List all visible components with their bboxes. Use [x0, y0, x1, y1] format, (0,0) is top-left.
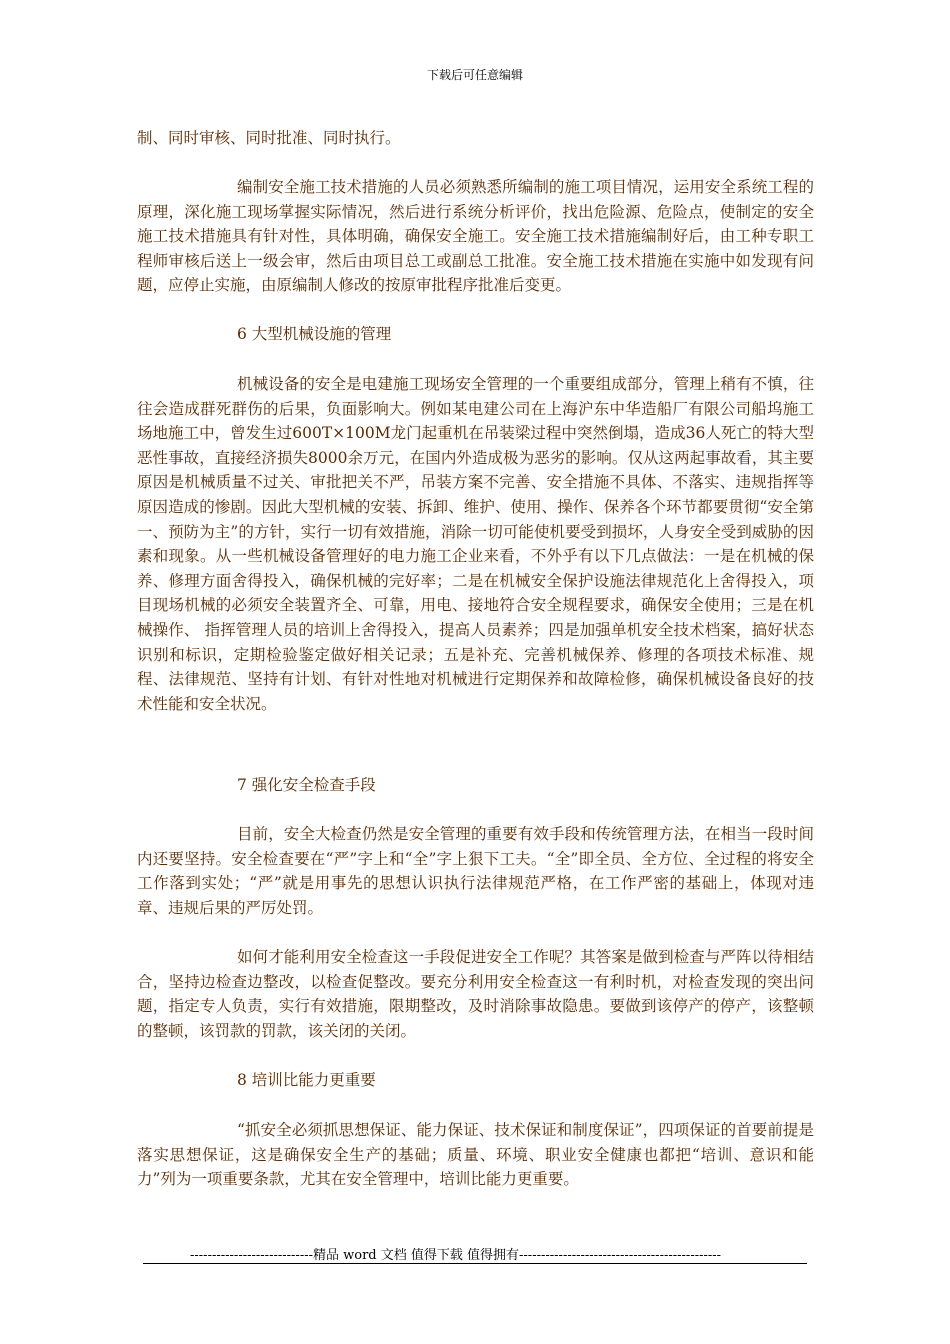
footer-rule [143, 1263, 807, 1264]
page-header: 下载后可任意编辑 [426, 68, 523, 82]
section-heading-text: 6 大型机械设施的管理 [237, 325, 392, 343]
paragraph-text: 如何才能利用安全检查这一手段促进安全工作呢？其答案是做到检查与严阵以待相结合，坚持边检查边整改，以检查促整改。要充分利用安全检查这一有利时机，对检查发现的突出问题，指定专人负责，实行有效措施，限期整改，及时消除事故隐患。要做到该停产的停产，该整顿的整顿，该罚款的罚款，该关闭的关闭。 [137, 948, 814, 1040]
page-footer: ----------------------------精品 word 文档 值得下载 值得拥有---------------------------------------------- [190, 1248, 722, 1263]
paragraph [137, 126, 814, 151]
section-heading-text: 7 强化安全检查手段 [237, 776, 376, 794]
section-heading [137, 773, 814, 798]
paragraph [137, 372, 814, 716]
paragraph-text: 制、同时审核、同时批准、同时执行。 [137, 129, 401, 147]
paragraph [137, 822, 814, 920]
paragraph-text: 机械设备的安全是电建施工现场安全管理的一个重要组成部分，管理上稍有不慎，往往会造成群死群伤的后果，负面影响大。例如某电建公司在上海沪东中华造船厂有限公司船坞施工场地施工中，曾发生过600T×100M龙门起重机在吊装梁过程中突然倒塌，造成36人死亡的特大型恶性事故，直接经济损失8000余万元，在国内外造成极为恶劣的影响。仅从这两起事故看，其主要原因是机械质量不过关、审批把关不严，吊装方案不完善、安全措施不具体、不落实、违规指挥等原因造成的惨剧。因此大型机械的安装、拆卸、维护、使用、操作、保养各个环节都要贯彻“安全第一、预防为主”的方针，实行一切有效措施，消除一切可能使机要受到损坏，人身安全受到威胁的因素和现象。从一些机械设备管理好的电力施工企业来看，不外乎有以下几点做法：一是在机械的保养、修理方面舍得投入，确保机械的完好率；二是在机械安全保护设施法律规范化上舍得投入，项目现场机械的必须安全装置齐全、可靠，用电、接地符合安全规程要求，确保安全使用；三是在机械操作、 指挥管理人员的培训上舍得投入，提高人员素养；四是加强单机安全技术档案，搞好状态识别和标识，定期检验鉴定做好相关记录；五是补充、完善机械保养、修理的各项技术标准、规程、法律规范、坚持有计划、有针对性地对机械进行定期保养和故障检修，确保机械设备良好的技术性能和安全状况。 [137, 375, 814, 713]
paragraph [137, 1118, 814, 1192]
section-heading-text: 8 培训比能力更重要 [237, 1071, 376, 1089]
paragraph-text: 目前，安全大检查仍然是安全管理的重要有效手段和传统管理方法，在相当一段时间内还要坚持。安全检查要在“严”字上和“全”字上狠下工夫。“全”即全员、全方位、全过程的将安全工作落到实处；“严”就是用事先的思想认识执行法律规范严格，在工作严密的基础上，体现对违章、违规后果的严厉处罚。 [137, 825, 814, 917]
paragraph [137, 945, 814, 1043]
paragraph-text: “抓安全必须抓思想保证、能力保证、技术保证和制度保证”，四项保证的首要前提是落实思想保证，这是确保安全生产的基础；质量、环境、职业安全健康也都把“培训、意识和能力”列为一项重要条款，尤其在安全管理中，培训比能力更重要。 [137, 1121, 814, 1189]
paragraph [137, 175, 814, 298]
section-heading [137, 322, 814, 347]
section-heading [137, 1068, 814, 1093]
paragraph-text: 编制安全施工技术措施的人员必须熟悉所编制的施工项目情况，运用安全系统工程的原理，深化施工现场掌握实际情况，然后进行系统分析评价，找出危险源、危险点，使制定的安全施工技术措施具有针对性，具体明确，确保安全施工。安全施工技术措施编制好后，由工种专职工程师审核后送上一级会审，然后由项目总工或副总工批准。安全施工技术措施在实施中如发现有问题，应停止实施，由原编制人修改的按原审批程序批准后变更。 [137, 178, 814, 295]
